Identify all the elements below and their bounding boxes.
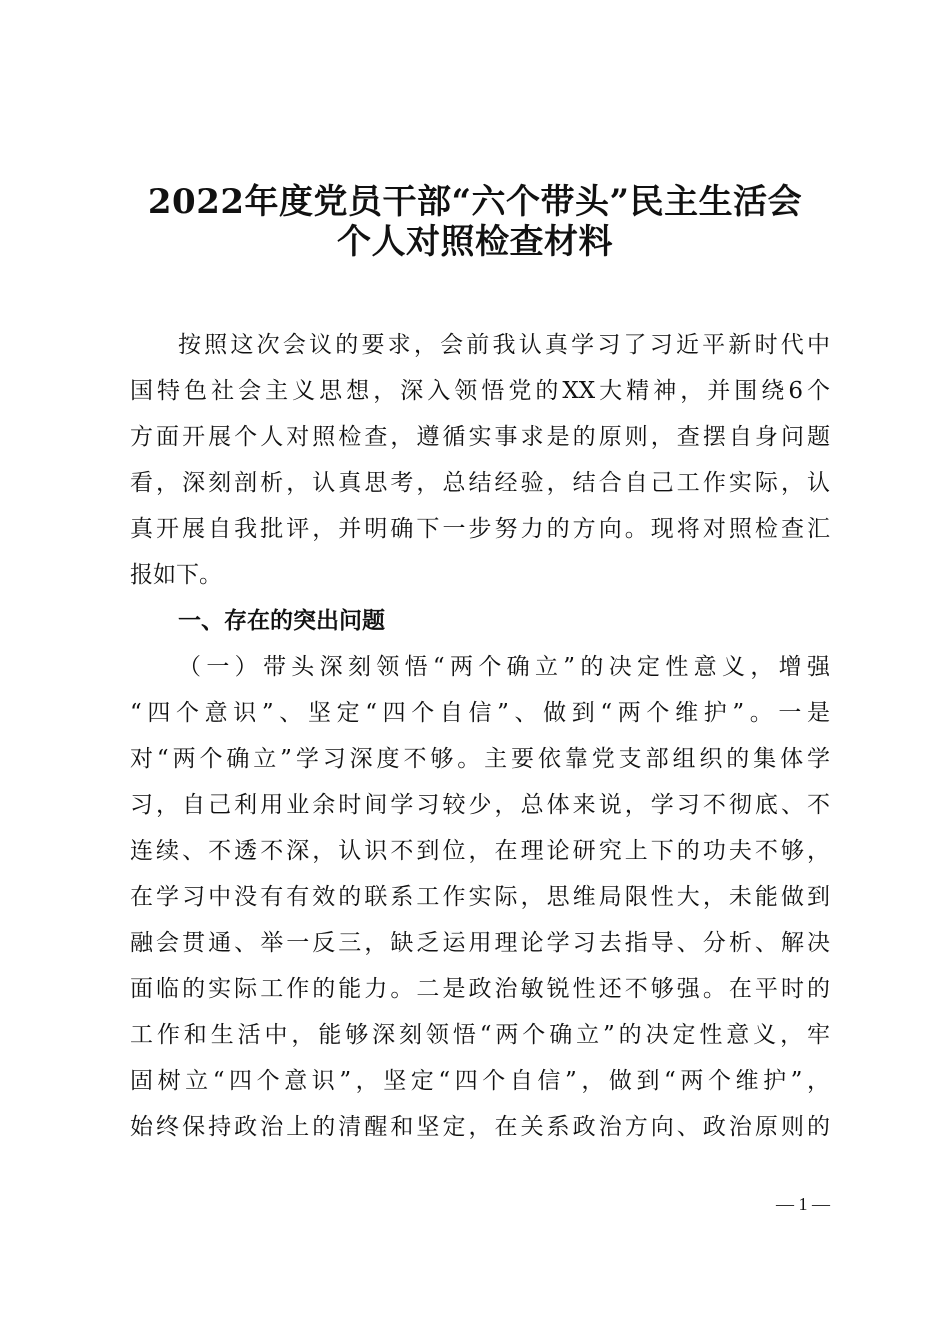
document-title-line-1: 2022年度党员干部“六个带头”民主生活会: [147, 182, 803, 222]
paragraph-1-line: 看，深刻剖析，认真思考，总结经验，结合自己工作实际，认: [130, 470, 830, 496]
paragraph-1-line: 按照这次会议的要求，会前我认真学习了习近平新时代中: [178, 332, 830, 358]
paragraph-2-line: 始终保持政治上的清醒和坚定，在关系政治方向、政治原则的: [130, 1114, 830, 1140]
paragraph-1-line: 真开展自我批评，并明确下一步努力的方向。现将对照检查汇: [130, 516, 830, 542]
paragraph-2-line: 工作和生活中，能够深刻领悟“两个确立”的决定性意义，牢: [130, 1022, 830, 1048]
paragraph-2-line: 融会贯通、举一反三，缺乏运用理论学习去指导、分析、解决: [130, 930, 830, 956]
paragraph-2-line: “四个意识”、坚定“四个自信”、做到“两个维护”。一是: [130, 700, 830, 726]
paragraph-2-line: 习，自己利用业余时间学习较少，总体来说，学习不彻底、不: [130, 792, 830, 818]
section-heading: 一、存在的突出问题: [178, 608, 385, 634]
paragraph-2-line: 对“两个确立”学习深度不够。主要依靠党支部组织的集体学: [130, 746, 830, 772]
document-title-line-2: 个人对照检查材料: [337, 222, 613, 262]
paragraph-2-line: （一）带头深刻领悟“两个确立”的决定性意义，增强: [178, 654, 830, 680]
page-number: — 1 —: [776, 1194, 830, 1214]
paragraph-2-line: 固树立“四个意识”，坚定“四个自信”，做到“两个维护”，: [130, 1068, 830, 1094]
paragraph-2-line: 连续、不透不深，认识不到位，在理论研究上下的功夫不够，: [130, 838, 830, 864]
paragraph-2-line: 在学习中没有有效的联系工作实际，思维局限性大，未能做到: [130, 884, 830, 910]
paragraph-1-line: 国特色社会主义思想，深入领悟党的XX大精神，并围绕6个: [130, 378, 830, 404]
paragraph-2-line: 面临的实际工作的能力。二是政治敏锐性还不够强。在平时的: [130, 976, 830, 1002]
paragraph-1-line: 报如下。: [130, 562, 222, 588]
paragraph-1-line: 方面开展个人对照检查，遵循实事求是的原则，查摆自身问题: [130, 424, 830, 450]
